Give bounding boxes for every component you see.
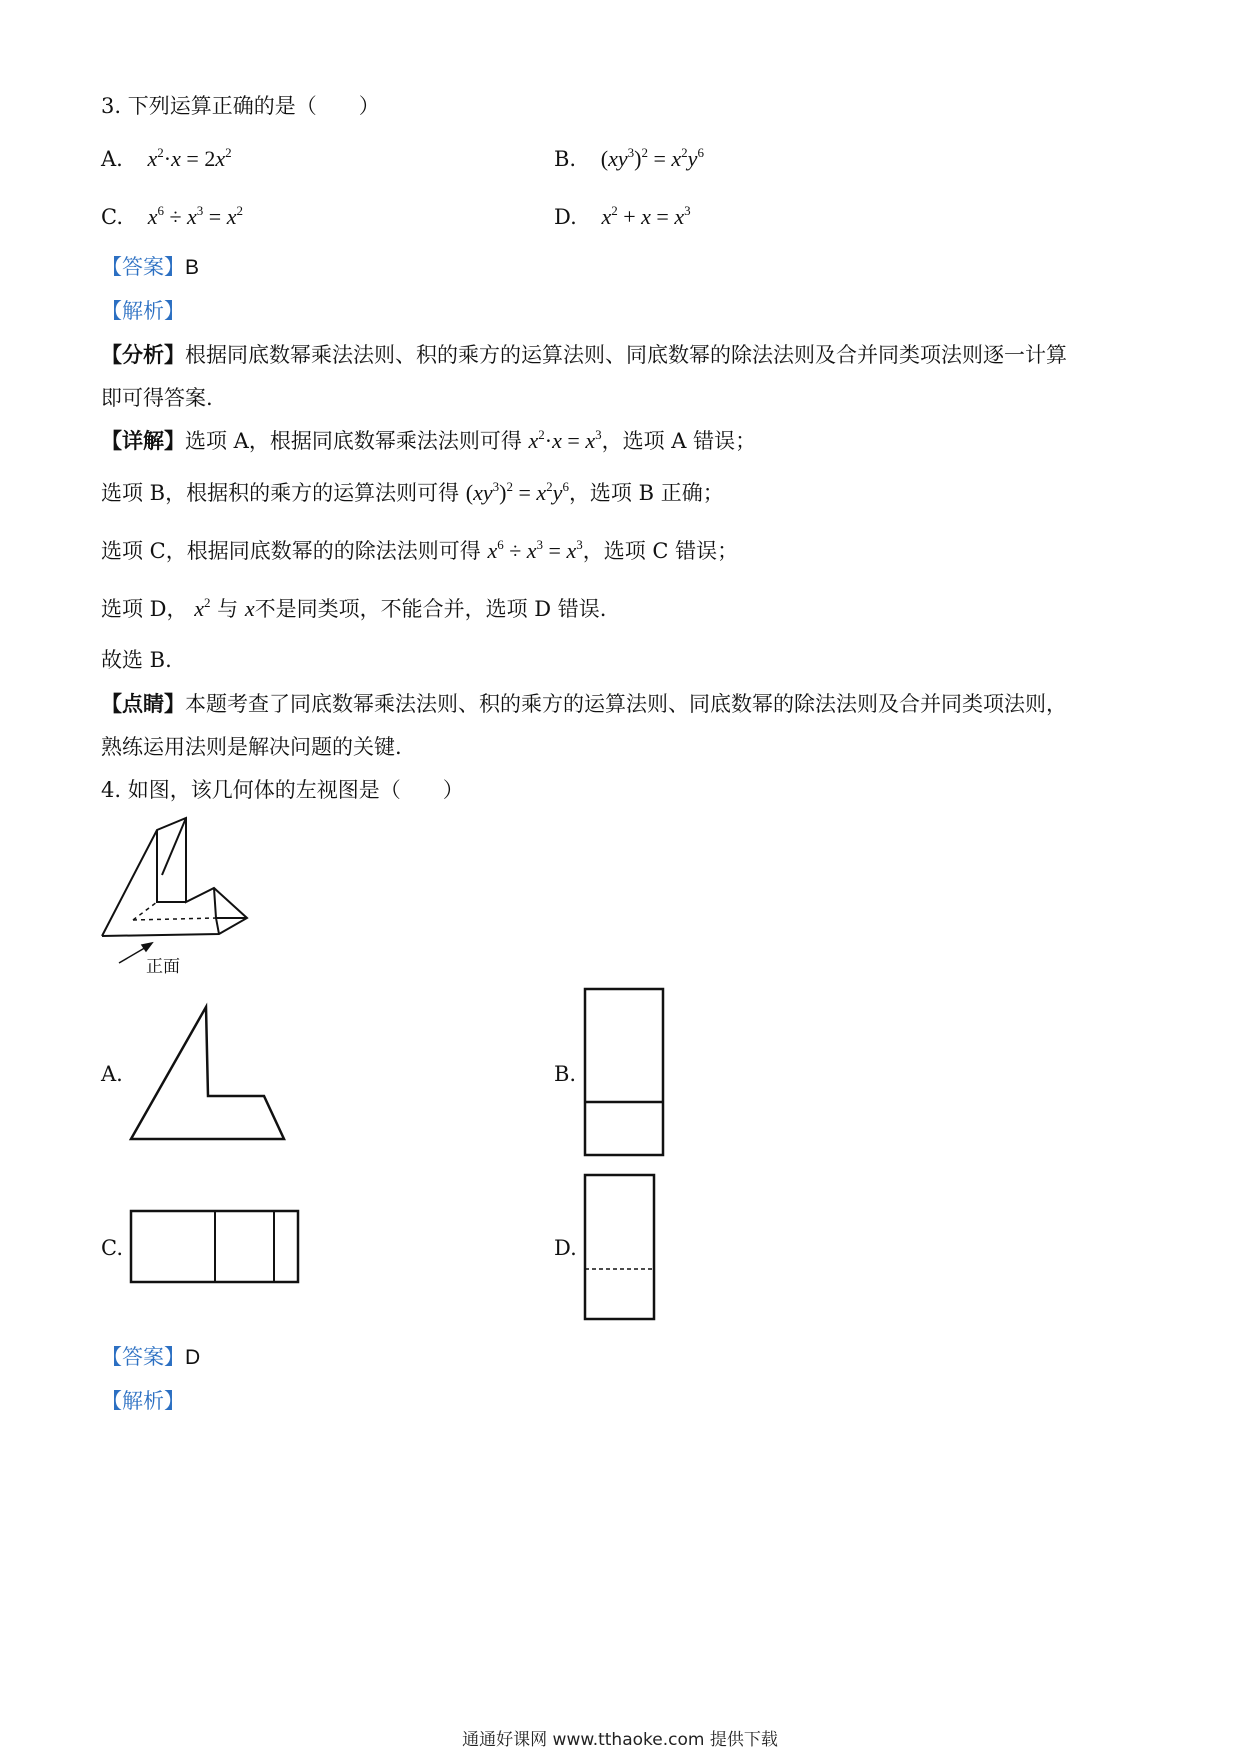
q3-fenxi-tag: 【分析】 xyxy=(101,342,185,367)
q4-option-b-label: B. xyxy=(554,1062,577,1086)
q3-option-b-label: B. xyxy=(554,147,577,171)
q3-option-a xyxy=(101,145,232,173)
q3-option-b-expr: $(xy^3)^2 = x^2y^6$ xyxy=(600,145,704,171)
q3-detail-d xyxy=(101,595,606,623)
q3-dianjing-tag: 【点睛】 xyxy=(101,691,185,716)
q4-solid-figure xyxy=(95,815,265,985)
q3-option-a-label: A. xyxy=(101,147,123,171)
q3-detail-a xyxy=(101,427,756,455)
q3-detail-d-pre: 选项 D， xyxy=(101,597,188,621)
q3-answer-tag: 【答案】 xyxy=(101,255,185,279)
q3-detail-a-post: ，选项 A 错误； xyxy=(601,429,757,453)
q4-option-c-label: C. xyxy=(101,1236,123,1260)
q3-fenxi-text: 根据同底数幂乘法法则、积的乘方的运算法则、同底数幂的除法法则及合并同类项法则逐一计算 xyxy=(185,343,1067,367)
q3-stem: 3. 下列运算正确的是（ ） xyxy=(101,94,380,118)
q3-detail-a-pre: 选项 A，根据同底数幂乘法法则可得 xyxy=(185,429,522,453)
q4-option-d-figure xyxy=(582,1172,660,1324)
q3-option-c-expr: $x^6 \div x^3 = x^2$ xyxy=(147,203,243,229)
q3-option-c xyxy=(101,203,243,231)
q3-option-d xyxy=(554,203,691,231)
q3-detail-b-post: ，选项 B 正确； xyxy=(568,481,724,505)
q3-detail-d-x: x xyxy=(244,596,255,621)
q4-option-a-figure xyxy=(125,1000,295,1145)
q3-detail-d-x2: $x^2$ xyxy=(194,595,211,621)
q3-conclusion: 故选 B. xyxy=(101,648,172,672)
q4-option-d-label: D. xyxy=(554,1236,577,1260)
q4-answer-tag: 【答案】 xyxy=(101,1345,185,1369)
q4-analysis-tag: 【解析】 xyxy=(101,1389,185,1413)
q4-option-b-figure xyxy=(582,986,668,1160)
q3-answer xyxy=(101,253,199,282)
q3-analysis-tag: 【解析】 xyxy=(101,299,185,323)
page-footer: 通通好课网 www.tthaoke.com 提供下载 xyxy=(462,1730,778,1750)
q3-fenxi-line1 xyxy=(101,341,1067,369)
q3-option-c-label: C. xyxy=(101,205,123,229)
q4-answer xyxy=(101,1343,200,1372)
q3-detail-b-expr: $(xy^3)^2 = x^2y^6$ xyxy=(465,479,569,505)
q3-dianjing-line1 xyxy=(101,690,1067,718)
q3-dianjing-line2: 熟练运用法则是解决问题的关键. xyxy=(101,735,402,759)
q4-option-a-label: A. xyxy=(101,1062,123,1086)
q3-detail-b-pre: 选项 B，根据积的乘方的运算法则可得 xyxy=(101,481,460,505)
q3-detail-c-post: ，选项 C 错误； xyxy=(582,539,739,563)
q3-detail-a-expr: $x^2\cdot x = x^3$ xyxy=(528,427,602,453)
q3-fenxi-line2: 即可得答案. xyxy=(101,386,213,410)
q3-detail-c xyxy=(101,537,738,565)
q3-option-a-expr: $x^2\cdot x = 2x^2$ xyxy=(147,145,232,171)
q3-option-d-expr: $x^2 + x = x^3$ xyxy=(601,203,691,229)
q3-dianjing-text: 本题考查了同底数幂乘法法则、积的乘方的运算法则、同底数幂的除法法则及合并同类项法则， xyxy=(185,692,1067,716)
q4-option-c-figure xyxy=(128,1208,302,1288)
q3-detail-c-pre: 选项 C，根据同底数幂的的除法法则可得 xyxy=(101,539,481,563)
q3-answer-value: B xyxy=(185,256,200,279)
q3-option-d-label: D. xyxy=(554,205,577,229)
q4-front-label: 正面 xyxy=(146,957,180,977)
q4-stem: 4. 如图，该几何体的左视图是（ ） xyxy=(101,778,464,802)
q4-answer-value: D xyxy=(185,1346,201,1369)
q3-detail-b xyxy=(101,479,724,507)
q3-detail-c-expr: $x^6 \div x^3 = x^3$ xyxy=(487,537,583,563)
q3-option-b xyxy=(554,145,704,173)
q3-detail-d-mid: 与 xyxy=(217,597,239,621)
q3-xiangjie-tag: 【详解】 xyxy=(101,428,185,453)
q3-detail-d-post: 不是同类项，不能合并，选项 D 错误. xyxy=(254,597,607,621)
